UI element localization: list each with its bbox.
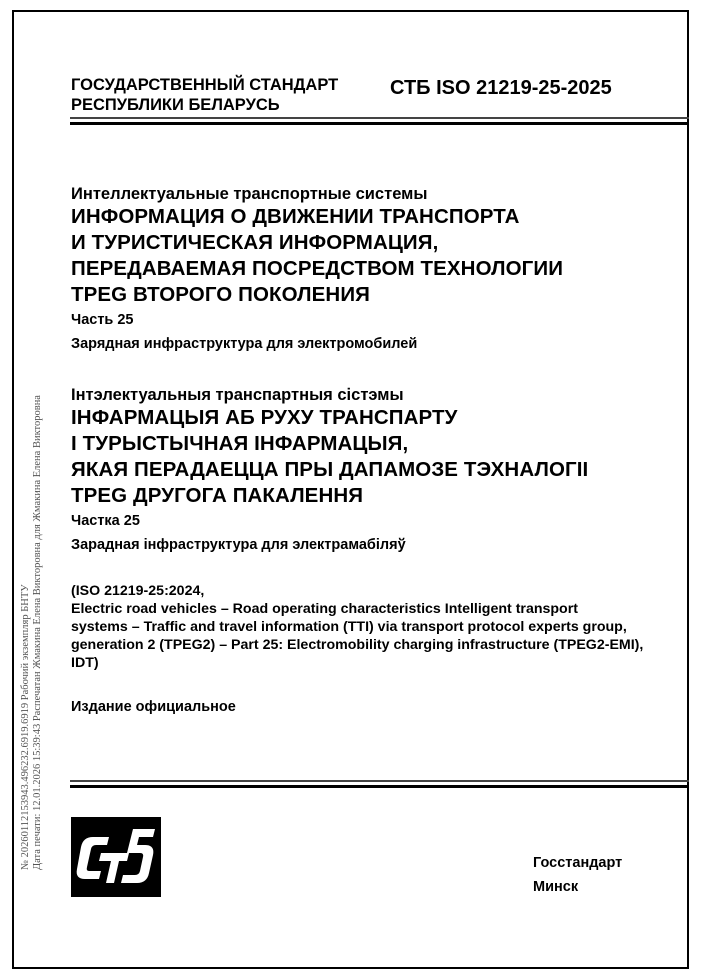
belarusian-title-line: TPEG ДРУГОГА ПАКАЛЕННЯ — [71, 484, 364, 507]
russian-title-line: TPEG ВТОРОГО ПОКОЛЕНИЯ — [71, 283, 370, 306]
publisher-city: Минск — [533, 879, 579, 895]
footer-rule-thin — [70, 780, 689, 782]
standard-type-line-2: РЕСПУБЛИКИ БЕЛАРУСЬ — [71, 96, 280, 114]
belarusian-title-line: ЯКАЯ ПЕРАДАЕЦЦА ПРЫ ДАПАМОЗЕ ТЭХНАЛОГІІ — [71, 458, 589, 481]
reference-line: (ISO 21219-25:2024, — [71, 583, 205, 599]
russian-title-block — [71, 184, 563, 352]
standard-code: СТБ ISO 21219-25-2025 — [390, 77, 612, 99]
reference-line: Electric road vehicles – Road operating characteristics Intelligent transport — [71, 601, 578, 617]
belarusian-title-line: І ТУРЫСТЫЧНАЯ ІНФАРМАЦЫЯ, — [71, 432, 409, 455]
russian-title-line: И ТУРИСТИЧЕСКАЯ ИНФОРМАЦИЯ, — [71, 231, 439, 254]
reference-line: generation 2 (TPEG2) – Part 25: Electromobility charging infrastructure (TPEG2-EMI), — [71, 637, 644, 653]
edition-label: Издание официальное — [71, 699, 236, 715]
header-rule-thick — [70, 122, 689, 125]
footer-rule-thick — [70, 785, 689, 788]
russian-series: Интеллектуальные транспортные системы — [71, 185, 428, 203]
watermark-line-2: Дата печати: 12.01.2026 15:39:43 Распечатан Жмакина Елена Викторовна для Жмакина Елена Викторовна — [32, 395, 43, 870]
reference-line: IDT) — [71, 655, 99, 671]
reference-line: systems – Traffic and travel information (TTI) via transport protocol experts group, — [71, 619, 627, 635]
russian-subtitle: Зарядная инфраструктура для электромобилей — [71, 336, 418, 352]
belarusian-series: Інтэлектуальныя транспартныя сістэмы — [71, 386, 404, 404]
belarusian-title-line: ІНФАРМАЦЫЯ АБ РУХУ ТРАНСПАРТУ — [71, 406, 458, 429]
belarusian-part: Частка 25 — [71, 513, 140, 529]
header-rule-thin — [70, 117, 689, 119]
russian-title-line: ПЕРЕДАВАЕМАЯ ПОСРЕДСТВОМ ТЕХНОЛОГИИ — [71, 257, 564, 280]
stb-logo-icon — [71, 817, 161, 897]
belarusian-title-block — [71, 385, 588, 553]
watermark-line-1: № 20260112153943.496232.6919.6919 Рабочий экземпляр БНТУ — [20, 584, 31, 870]
russian-part: Часть 25 — [71, 312, 134, 328]
international-reference — [71, 582, 643, 672]
publisher-name: Госстандарт — [533, 855, 623, 871]
belarusian-subtitle: Зарадная інфраструктура для электрамабіляў — [71, 537, 406, 553]
russian-title-line: ИНФОРМАЦИЯ О ДВИЖЕНИИ ТРАНСПОРТА — [71, 205, 520, 228]
standard-type-line-1: ГОСУДАРСТВЕННЫЙ СТАНДАРТ — [71, 76, 339, 94]
standard-type — [71, 75, 338, 115]
print-watermark — [20, 395, 44, 870]
